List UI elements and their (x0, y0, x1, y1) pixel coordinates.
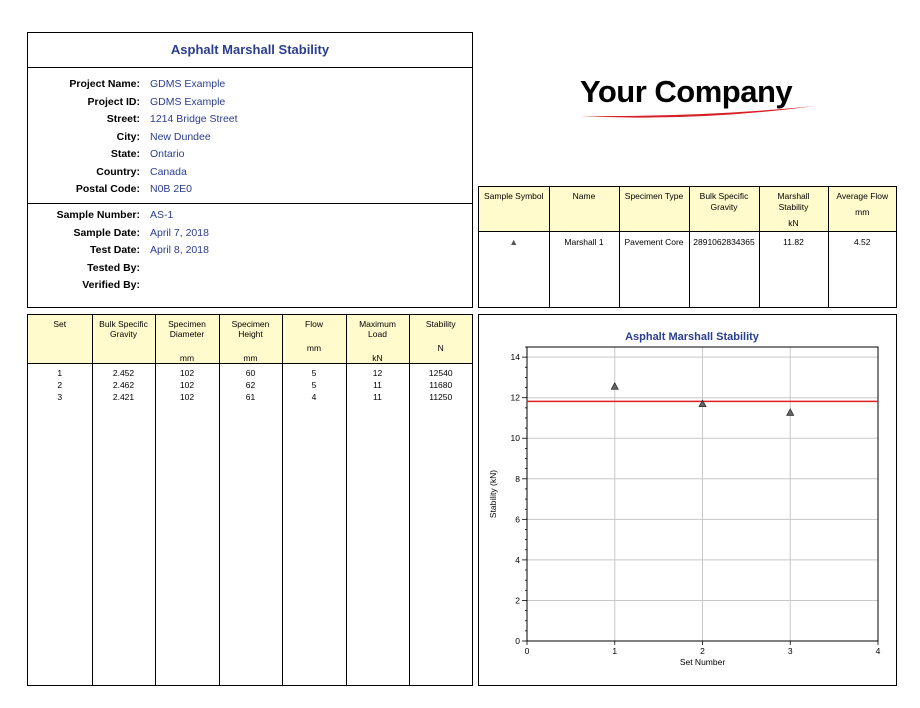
empty-cell (155, 403, 219, 685)
table-cell: 4.52 (828, 232, 896, 308)
x-tick-label: 4 (875, 646, 881, 656)
table-row (28, 391, 472, 403)
field-label: Postal Code: (75, 183, 140, 195)
column-unit: N (437, 343, 444, 353)
empty-cell (346, 403, 409, 685)
field-row (28, 209, 472, 226)
field-value: GDMS Example (150, 78, 226, 90)
field-label: Project Name: (69, 78, 140, 90)
field-label: Test Date: (90, 244, 140, 256)
y-tick-label: 10 (510, 433, 520, 444)
field-value: Ontario (150, 148, 185, 160)
table-cell: 11250 (409, 391, 472, 403)
column-header-label: Average Flow (836, 191, 889, 201)
field-label: Project ID: (87, 95, 140, 108)
column-header (346, 315, 409, 364)
field-row (28, 183, 472, 200)
column-unit: mm (243, 353, 258, 363)
report-title: Asphalt Marshall Stability (170, 42, 330, 57)
table-filler-row (28, 403, 472, 685)
column-header-label: Stability (425, 319, 456, 329)
table-row (479, 232, 896, 308)
y-tick-label: 0 (515, 636, 520, 646)
field-row (28, 279, 472, 296)
column-header (549, 187, 619, 232)
table-cell: 62 (219, 379, 282, 391)
y-tick-label: 8 (515, 473, 520, 484)
field-row (28, 131, 472, 148)
empty-cell (282, 403, 346, 685)
divider (28, 203, 472, 204)
field-value: N0B 2E0 (150, 183, 193, 195)
specimen-data-table (28, 315, 472, 685)
stability-chart-panel (478, 314, 897, 686)
table-cell: 11 (346, 379, 409, 391)
field-label: Tested By: (87, 261, 140, 274)
table-cell: 61 (219, 391, 282, 403)
table-cell: 2.421 (92, 391, 155, 403)
column-header-label: Specimen Height (231, 319, 270, 339)
y-tick-label: 6 (515, 514, 520, 525)
company-logo-text: Your Company (580, 74, 793, 109)
field-row (28, 262, 472, 279)
empty-cell (92, 403, 155, 685)
field-value: April 7, 2018 (150, 226, 209, 239)
field-value: New Dundee (150, 130, 211, 143)
field-label: Street: (106, 113, 140, 125)
field-value: April 8, 2018 (150, 244, 209, 256)
stability-chart (479, 315, 896, 685)
field-row (28, 148, 472, 165)
empty-cell (409, 403, 472, 685)
field-label: State: (110, 148, 140, 160)
column-header-label: Specimen Diameter (168, 319, 206, 339)
field-label: Sample Number: (56, 209, 140, 221)
x-tick-label: 3 (787, 646, 793, 656)
column-unit: kN (788, 218, 799, 228)
field-row (28, 78, 472, 95)
column-header-label: Maximum Load (359, 319, 396, 339)
column-header (619, 187, 689, 232)
column-header-label: Bulk Specific Gravity (99, 319, 148, 339)
column-header-label: Name (572, 191, 596, 201)
company-logo (575, 70, 825, 130)
field-row (28, 244, 472, 261)
column-header (759, 187, 828, 232)
column-header (479, 187, 549, 232)
x-tick-label: 0 (524, 646, 530, 656)
x-tick-label: 2 (700, 646, 705, 656)
field-value: Canada (150, 165, 187, 178)
field-value: AS-1 (150, 209, 174, 221)
empty-cell (219, 403, 282, 685)
table-cell: 2891062834365 (689, 232, 759, 308)
table-cell: 60 (219, 364, 282, 380)
empty-cell (28, 403, 92, 685)
table-row (28, 379, 472, 391)
y-tick-label: 2 (515, 595, 520, 606)
table-cell: 12540 (409, 364, 472, 380)
field-value: GDMS Example (150, 95, 226, 108)
table-cell: 1 (57, 368, 63, 378)
column-unit: mm (855, 207, 870, 217)
y-tick-label: 14 (510, 352, 520, 363)
field-label: City: (116, 130, 140, 143)
table-row (28, 364, 472, 380)
column-header (219, 315, 282, 364)
table-cell: 11.82 (759, 232, 828, 308)
table-cell: 5 (282, 364, 346, 380)
table-cell: 102 (155, 391, 219, 403)
column-header-label: Marshall Stability (777, 191, 810, 212)
column-unit: mm (306, 343, 322, 353)
table-cell: 11680 (409, 379, 472, 391)
table-cell: Marshall 1 (549, 232, 619, 308)
field-value: 1214 Bridge Street (150, 113, 238, 125)
triangle-symbol-icon: ▲ (509, 237, 519, 247)
table-cell: 102 (155, 364, 219, 380)
column-header (828, 187, 896, 232)
column-header (409, 315, 472, 364)
sample-summary-table (479, 187, 896, 307)
sample-summary-panel (478, 186, 897, 308)
table-cell: 102 (155, 379, 219, 391)
table-cell: 3 (57, 392, 63, 402)
table-cell: 12 (346, 364, 409, 380)
y-tick-label: 12 (510, 392, 520, 403)
column-unit: kN (372, 353, 383, 363)
field-label: Verified By: (82, 279, 140, 291)
field-row (28, 96, 472, 113)
column-header-label: Sample Symbol (483, 191, 544, 201)
column-header (155, 315, 219, 364)
field-label: Sample Date: (73, 226, 140, 239)
table-cell: 2 (57, 380, 63, 390)
column-header-label: Set (53, 319, 67, 329)
x-tick-label: 1 (612, 646, 618, 656)
field-label: Country: (96, 165, 140, 178)
column-header-label: Bulk Specific Gravity (699, 191, 749, 212)
table-cell: Pavement Core (619, 232, 689, 308)
table-cell: 11 (346, 391, 409, 403)
column-header (28, 315, 92, 364)
table-cell: 5 (282, 379, 346, 391)
column-header (282, 315, 346, 364)
divider (28, 67, 472, 68)
y-tick-label: 4 (515, 554, 520, 565)
column-header-label: Specimen Type (624, 191, 684, 201)
specimen-data-panel (27, 314, 473, 686)
column-unit: mm (179, 353, 195, 363)
column-header (689, 187, 759, 232)
field-row (28, 227, 472, 244)
table-cell: 2.462 (92, 379, 155, 391)
column-header-label: Flow (305, 319, 323, 329)
report-header-panel (27, 32, 473, 308)
x-axis-label: Set Number (679, 657, 726, 667)
field-row (28, 113, 472, 130)
chart-title: Asphalt Marshall Stability (625, 331, 759, 343)
table-cell: 4 (282, 391, 346, 403)
y-axis-label: Stability (kN) (488, 469, 498, 519)
table-cell: 2.452 (92, 364, 155, 380)
field-row (28, 166, 472, 183)
column-header (92, 315, 155, 364)
logo-swoosh (575, 70, 825, 130)
